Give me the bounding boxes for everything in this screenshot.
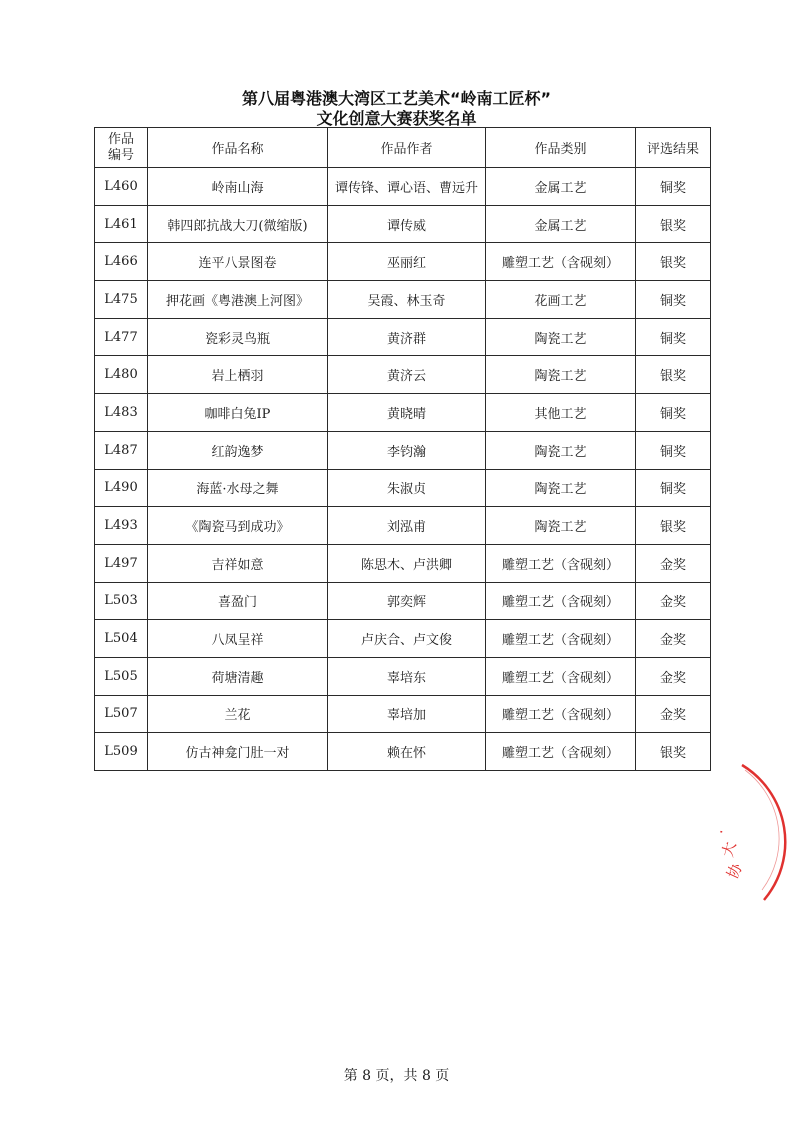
cell-author: 朱淑贞: [328, 469, 486, 507]
cell-category: 其他工艺: [486, 394, 636, 432]
cell-author: 陈思木、卢洪卿: [328, 544, 486, 582]
cell-code: L461: [95, 205, 148, 243]
cell-author: 辜培东: [328, 657, 486, 695]
cell-name: 吉祥如意: [148, 544, 328, 582]
cell-category: 雕塑工艺（含砚刻）: [486, 620, 636, 658]
cell-code: L509: [95, 733, 148, 771]
cell-name: 韩四郎抗战大刀(微缩版): [148, 205, 328, 243]
cell-category: 金属工艺: [486, 168, 636, 206]
cell-name: 押花画《粤港澳上河图》: [148, 281, 328, 319]
cell-author: 辜培加: [328, 695, 486, 733]
cell-result: 金奖: [636, 544, 711, 582]
table-row: [95, 620, 711, 658]
table-row: [95, 544, 711, 582]
cell-code: L497: [95, 544, 148, 582]
cell-category: 雕塑工艺（含砚刻）: [486, 582, 636, 620]
cell-result: 金奖: [636, 695, 711, 733]
cell-category: 花画工艺: [486, 281, 636, 319]
table-row: [95, 281, 711, 319]
cell-name: 八凤呈祥: [148, 620, 328, 658]
cell-category: 雕塑工艺（含砚刻）: [486, 733, 636, 771]
table-row: [95, 657, 711, 695]
cell-author: 巫丽红: [328, 243, 486, 281]
table-row: [95, 243, 711, 281]
cell-name: 咖啡白兔IP: [148, 394, 328, 432]
document-title-line-1: 第八届粤港澳大湾区工艺美术“岭南工匠杯”: [241, 89, 552, 108]
cell-code: L460: [95, 168, 148, 206]
cell-code: L483: [95, 394, 148, 432]
cell-category: 陶瓷工艺: [486, 356, 636, 394]
cell-result: 金奖: [636, 582, 711, 620]
svg-text:协: 协: [723, 860, 746, 882]
header-code-line-1: 作品: [107, 131, 134, 147]
svg-text:大: 大: [718, 839, 740, 860]
cell-code: L493: [95, 507, 148, 545]
cell-category: 陶瓷工艺: [486, 431, 636, 469]
document-title-line-2: 文化创意大赛获奖名单: [316, 109, 477, 128]
cell-result: 银奖: [636, 356, 711, 394]
cell-author: 郭奕辉: [328, 582, 486, 620]
cell-result: 铜奖: [636, 281, 711, 319]
table-row: [95, 507, 711, 545]
cell-name: 喜盈门: [148, 582, 328, 620]
cell-result: 银奖: [636, 205, 711, 243]
header-category: 作品类别: [486, 128, 636, 168]
cell-code: L507: [95, 695, 148, 733]
cell-result: 银奖: [636, 507, 711, 545]
cell-result: 银奖: [636, 243, 711, 281]
cell-author: 黄晓晴: [328, 394, 486, 432]
cell-result: 金奖: [636, 657, 711, 695]
cell-category: 雕塑工艺（含砚刻）: [486, 657, 636, 695]
cell-result: 铜奖: [636, 431, 711, 469]
cell-name: 红韵逸梦: [148, 431, 328, 469]
cell-result: 银奖: [636, 733, 711, 771]
header-author: 作品作者: [328, 128, 486, 168]
awards-table: [94, 127, 711, 771]
cell-author: 卢庆合、卢文俊: [328, 620, 486, 658]
table-row: [95, 695, 711, 733]
cell-name: 连平八景图卷: [148, 243, 328, 281]
table-row: [95, 469, 711, 507]
header-code-line-2: 编号: [107, 147, 134, 163]
cell-category: 雕塑工艺（含砚刻）: [486, 243, 636, 281]
cell-code: L475: [95, 281, 148, 319]
cell-result: 铜奖: [636, 394, 711, 432]
cell-name: 仿古神龛门肚一对: [148, 733, 328, 771]
cell-category: 雕塑工艺（含砚刻）: [486, 695, 636, 733]
cell-code: L487: [95, 431, 148, 469]
cell-name: 兰花: [148, 695, 328, 733]
table-row: [95, 318, 711, 356]
table-row: [95, 205, 711, 243]
cell-name: 岭南山海: [148, 168, 328, 206]
red-seal-stamp: [712, 740, 793, 910]
table-row: [95, 356, 711, 394]
cell-result: 铜奖: [636, 318, 711, 356]
cell-result: 铜奖: [636, 469, 711, 507]
cell-name: 荷塘清趣: [148, 657, 328, 695]
table-row: [95, 431, 711, 469]
cell-code: L466: [95, 243, 148, 281]
cell-author: 刘泓甫: [328, 507, 486, 545]
page-number: 第 8 页，共 8 页: [343, 1068, 450, 1084]
cell-category: 陶瓷工艺: [486, 318, 636, 356]
svg-text:·: ·: [712, 827, 731, 836]
table-row: [95, 168, 711, 206]
cell-code: L477: [95, 318, 148, 356]
table-header-row: [95, 128, 711, 168]
table-row: [95, 582, 711, 620]
header-code: [95, 128, 148, 168]
cell-name: 《陶瓷马到成功》: [148, 507, 328, 545]
cell-author: 黄济群: [328, 318, 486, 356]
cell-result: 金奖: [636, 620, 711, 658]
cell-category: 陶瓷工艺: [486, 507, 636, 545]
cell-result: 铜奖: [636, 168, 711, 206]
header-name: 作品名称: [148, 128, 328, 168]
cell-author: 黄济云: [328, 356, 486, 394]
cell-author: 赖在怀: [328, 733, 486, 771]
cell-code: L504: [95, 620, 148, 658]
cell-author: 吴霞、林玉奇: [328, 281, 486, 319]
cell-code: L503: [95, 582, 148, 620]
cell-code: L490: [95, 469, 148, 507]
cell-author: 谭传威: [328, 205, 486, 243]
cell-name: 岩上栖羽: [148, 356, 328, 394]
table-row: [95, 394, 711, 432]
header-result: 评选结果: [636, 128, 711, 168]
cell-category: 雕塑工艺（含砚刻）: [486, 544, 636, 582]
cell-author: 谭传锋、谭心语、曹远升: [328, 168, 486, 206]
cell-name: 瓷彩灵鸟瓶: [148, 318, 328, 356]
cell-name: 海蓝·水母之舞: [148, 469, 328, 507]
cell-category: 陶瓷工艺: [486, 469, 636, 507]
cell-code: L480: [95, 356, 148, 394]
cell-category: 金属工艺: [486, 205, 636, 243]
cell-code: L505: [95, 657, 148, 695]
cell-author: 李钧瀚: [328, 431, 486, 469]
table-row: [95, 733, 711, 771]
